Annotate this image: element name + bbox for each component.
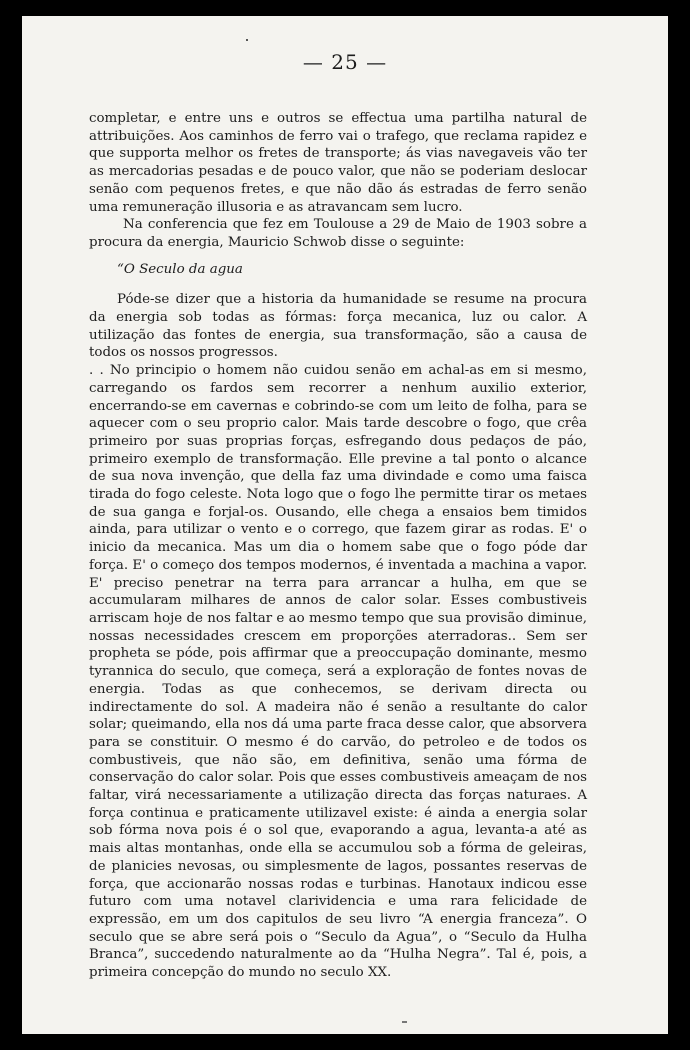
print-speck [246,39,248,41]
paragraph-3: Póde-se dizer que a historia da humanidade se resume na procura da energia sob todas as fórmas: força mecanica, luz ou calor. A utilização das fontes de energia, sua transformação, são a causa de todos os nossos progressos. [89,292,587,361]
body-text [89,110,587,982]
paragraph-1: completar, e entre uns e outros se effectua uma partilha natural de attribuições. Aos caminhos de ferro vai o trafego, que reclama rapidez e que supporta melhor os fretes de transporte; ás vias navegaveis vão ter as mercadorias pesadas e de pouco valor, que não se poderiam deslocar senão com pequenos fretes, e que não dão ás estradas de ferro senão uma remuneração illusoria e as atravancam sem lucro. [89,111,587,215]
paragraph-4: . . No principio o homem não cuidou senão em achal-as em si mesmo, carregando os fardos sem recorrer a nenhum auxilio exterior, encerrando-se em cavernas e cobrindo-se com um leito de folha, para se aquecer com o seu proprio calor. Mais tarde descobre o fogo, que crêa primeiro por suas proprias forças, esfregando dous pedaços de páo, primeiro exemplo de transformação. Elle previne a tal ponto o alcance de sua nova invenção, que della faz uma divindade e como uma faisca tirada do fogo celeste. Nota logo que o fogo lhe permitte tirar os metaes de sua ganga e forjal-os. Ousando, elle chega a ensaios bem timidos ainda, para utilizar o vento e o corrego, que fazem girar as rodas. E' o inicio da mecanica. Mas um dia o homem sabe que o fogo póde dar força. E' o começo dos tempos modernos, é inventada a machina a vapor. E' preciso penetrar na terra para arrancar a hulha, em que se accumularam milhares de annos de calor solar. Esses combustiveis arriscam hoje de nos faltar e ao mesmo tempo que sua provisão diminue, nossas necessidades crescem em proporções aterradoras.. Sem ser propheta se póde, pois affirmar que a preoccupação dominante, mesmo tyrannica do seculo, que começa, será a exploração de fontes novas de energia. Todas as que conhecemos, se derivam directa ou indirectamente do sol. A madeira não é senão a resultante do calor solar; queimando, ella nos dá uma parte fraca desse calor, que absorvera para se constituir. O mesmo é do carvão, do petroleo e de todos os combustiveis, que não são, em definitiva, senão uma fórma de conservação do calor solar. Pois que esses combustiveis ameaçam de nos faltar, virá necessariamente a utilização directa das forças naturaes. A força continua e praticamente utilizavel existe: é ainda a energia solar sob fórma nova pois é o sol que, evaporando a agua, levanta-a até as mais altas montanhas, onde ella se accumulou sob a fórma de geleiras, de planicies nevosas, ou simplesmente de lagos, possantes reservas de força, que accionarão nossas rodas e turbinas. Hanotaux indicou esse futuro com uma notavel clarividencia e uma rara felicidade de expressão, em um dos capitulos de seu livro “A energia franceza”. O seculo que se abre será pois o “Seculo da Agua”, o “Seculo da Hulha Branca”, succedendo naturalmente ao da “Hulha Negra”. Tal é, pois, a primeira concepção do mundo no seculo XX. [89,363,587,981]
page-number: — 25 — [302,50,388,74]
page-sheet [22,16,668,1034]
paragraph-2: Na conferencia que fez em Toulouse a 29 de Maio de 1903 sobre a procura da energia, Mauricio Schwob disse o seguinte: [89,217,587,250]
section-title: “O Seculo da agua [117,261,243,277]
print-speck [402,1021,407,1023]
